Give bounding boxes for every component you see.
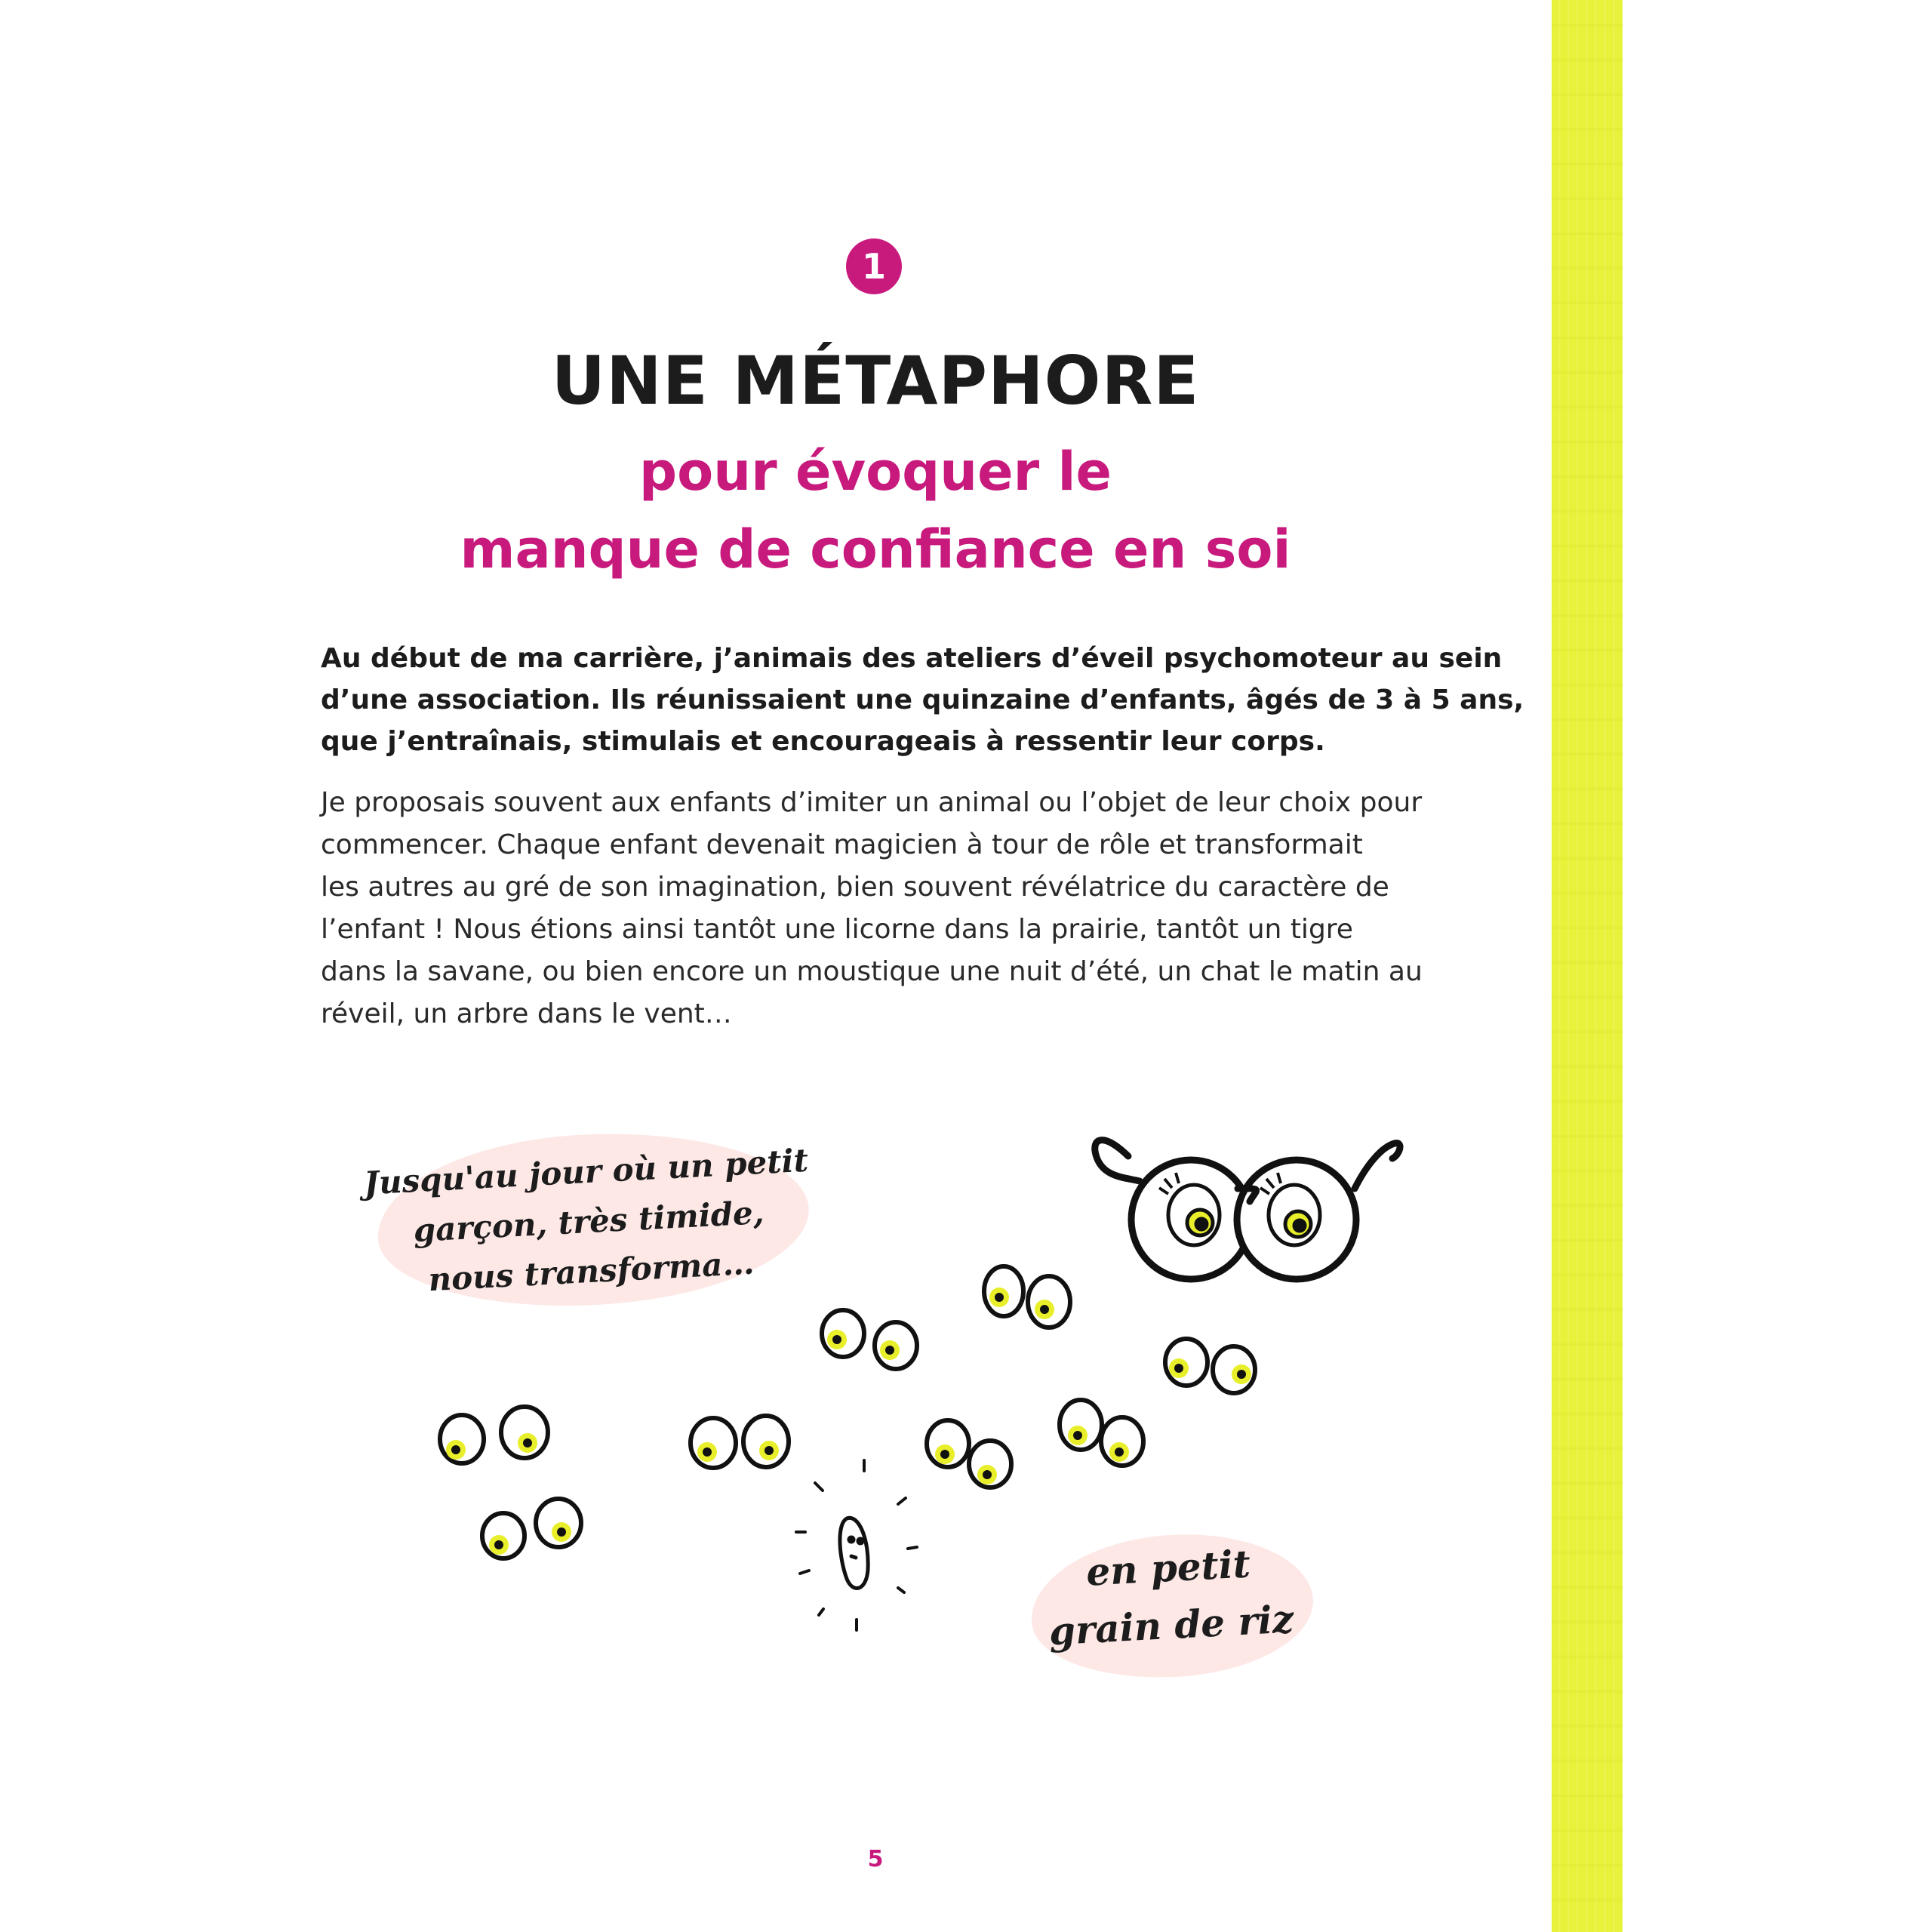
intro-line: Au début de ma carrière, j’animais des ateliers d’éveil psychomoteur au sein [321, 643, 1503, 674]
eye-pupil [1174, 1364, 1183, 1373]
eye-pupil [940, 1450, 949, 1459]
body-line: l’enfant ! Nous étions ainsi tantôt une licorne dans la prairie, tantôt un tigre [321, 914, 1353, 945]
eye-pupil [557, 1527, 566, 1537]
page-number: 5 [867, 1846, 884, 1872]
subtitle-line: manque de confiance en soi [460, 518, 1291, 580]
eye-pupil [1040, 1305, 1049, 1314]
eye-white [691, 1418, 736, 1468]
eye-pupil [523, 1438, 532, 1447]
eye-pupil [1237, 1370, 1246, 1379]
eye-pupil [885, 1346, 894, 1355]
caption-line: en petit [1084, 1541, 1252, 1595]
glasses-icon [1095, 1140, 1400, 1279]
body-line: réveil, un arbre dans le vent… [321, 998, 732, 1029]
body-line: les autres au gré de son imagination, bien souvent révélatrice du caractère de [321, 872, 1389, 903]
body-line: commencer. Chaque enfant devenait magicien à tour de rôle et transformait [321, 829, 1363, 860]
eye-pupil [451, 1445, 460, 1454]
caption-line: grain de riz [1048, 1596, 1295, 1654]
eye-pupil [764, 1446, 774, 1455]
intro-line: que j’entraînais, stimulais et encourageais à ressentir leur corps. [321, 726, 1325, 757]
body-line: dans la savane, ou bien encore un moustique une nuit d’été, un chat le matin au [321, 956, 1423, 987]
caption-line: garçon, très timide, [412, 1193, 765, 1250]
intro-line: d’une association. Ils réunissaient une quinzaine d’enfants, âgés de 3 à 5 ans, [321, 685, 1524, 715]
eye-pupil [494, 1540, 503, 1549]
caption-line: nous transforma… [427, 1244, 755, 1299]
chapter-number-badge: 1 [846, 238, 902, 294]
eye-pupil [832, 1335, 841, 1344]
rice-grain-icon [796, 1460, 917, 1630]
chapter-title: UNE MÉTAPHORE [551, 342, 1200, 420]
body-line: Je proposais souvent aux enfants d’imiter un animal ou l’objet de leur choix pour [321, 787, 1423, 818]
subtitle-line: pour évoquer le [639, 441, 1112, 503]
eye-pupil [1073, 1431, 1082, 1440]
caption-line: Jusqu'au jour où un petit [362, 1141, 810, 1202]
eye-pupil [995, 1293, 1004, 1302]
eye-pupil [1115, 1447, 1124, 1457]
eye-pupil [703, 1447, 712, 1457]
eye-pupil [983, 1470, 992, 1479]
